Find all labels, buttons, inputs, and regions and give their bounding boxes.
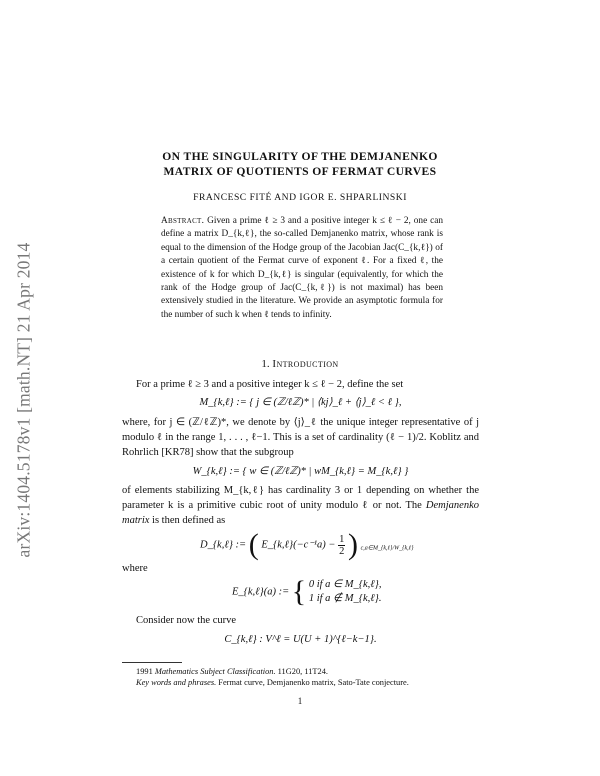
d-matrix-inner: E_{k,ℓ}(−c⁻¹a) − [261,539,336,551]
arxiv-sidebar-stamp [12,120,36,680]
one-half-fraction [338,534,345,557]
equation-m-set: M_{k,ℓ} := { j ∈ (ℤ/ℓℤ)* | ⟨kj⟩_ℓ + ⟨j⟩_ℓ < ℓ }, [199,397,402,408]
d-matrix-lhs: D_{k,ℓ} := [200,539,247,551]
fraction-numerator: 1 [339,533,345,545]
demjanenko-matrix-term: Demjanenko matrix [122,499,479,526]
matrix-index-subscript: c,a∈M_{k,ℓ}/W_{k,ℓ} [360,545,414,552]
section-heading [120,358,480,370]
paragraph-3-tail: is then defined as [152,514,226,526]
keywords-label: Key words and phrases. [136,678,217,687]
msc-label: Mathematics Subject Classification. [154,667,276,676]
footnote-keywords [122,677,479,688]
abstract-label: Abstract. [161,216,205,226]
abstract [161,215,443,322]
msc-codes: 11G20, 11T24. [277,667,328,676]
equation-demjanenko-matrix [200,528,414,562]
left-brace: { [291,575,307,608]
keywords-text: Fermat curve, Demjanenko matrix, Sato-Tate conjecture. [218,678,409,687]
e-function-lhs: E_{k,ℓ}(a) := [232,586,290,598]
footnote-rule [122,662,182,663]
paragraph-1: For a prime ℓ ≥ 3 and a positive integer k ≤ ℓ − 2, define the set [136,379,404,390]
e-function-cases [309,578,382,606]
right-paren: ) [347,528,358,561]
title-line-2: MATRIX OF QUOTIENTS OF FERMAT CURVES [163,165,437,178]
page-number: 1 [297,696,303,706]
paragraph-4: Consider now the curve [136,615,237,626]
msc-year: 1991 [136,667,153,676]
equation-curve: C_{k,ℓ} : V^ℓ = U(U + 1)^{ℓ−k−1}. [224,634,377,645]
case-not-in-set: 1 if a ∉ M_{k,ℓ}. [308,593,382,604]
paragraph-3-text: of elements stabilizing M_{k,ℓ} has cardinality 3 or 1 depending on whether the parameter k is a primitive cubic root of unity modulo ℓ or not. The [122,485,479,511]
section-name: Introduction [272,358,339,370]
where-label: where [122,563,148,574]
equation-e-function [232,575,382,609]
paragraph-2: where, for j ∈ (ℤ/ℓℤ)*, we denote by ⟨j⟩_ℓ the unique integer representative of j modulo ℓ in the range 1, . . . , ℓ−1. This is a set of cardinality (ℓ − 1)/2. Koblitz and Rohrlich [KR78] show that the subgroup [122,417,479,458]
equation-w-subgroup: W_{k,ℓ} := { w ∈ (ℤ/ℓℤ)* | wM_{k,ℓ} = M_{k,ℓ} } [192,466,409,477]
fraction-denominator: 2 [339,545,345,557]
paper-title [120,149,480,179]
left-paren: ( [248,528,259,561]
title-line-1: ON THE SINGULARITY OF THE DEMJANENKO [162,150,438,163]
footnote-msc [122,666,479,677]
paragraph-3 [122,484,479,528]
section-number: 1. [261,358,270,370]
abstract-text: Given a prime ℓ ≥ 3 and a positive integer k ≤ ℓ − 2, one can define a matrix D_{k,ℓ}, the so-called Demjanenko matrix, whose rank is equal to the dimension of the Hodge group of the Jacobian Jac(C_{k,ℓ}) of a certain quotient of the Fermat curve of exponent ℓ. For a fixed ℓ, the existence of k for which D_{k,ℓ} is singular (equivalently, for which the rank of the Hodge group of Jac(C_{k,ℓ}) is not maximal) has been extensively studied in the literature. We provide an asymptotic formula for the number of such k when ℓ tends to infinity. [161,216,444,320]
case-in-set: 0 if a ∈ M_{k,ℓ}, [308,579,382,590]
arxiv-identifier: arXiv:1404.5178v1 [math.NT] 21 Apr 2014 [13,242,34,558]
paper-authors: FRANCESC FITÉ AND IGOR E. SHPARLINSKI [193,192,407,203]
